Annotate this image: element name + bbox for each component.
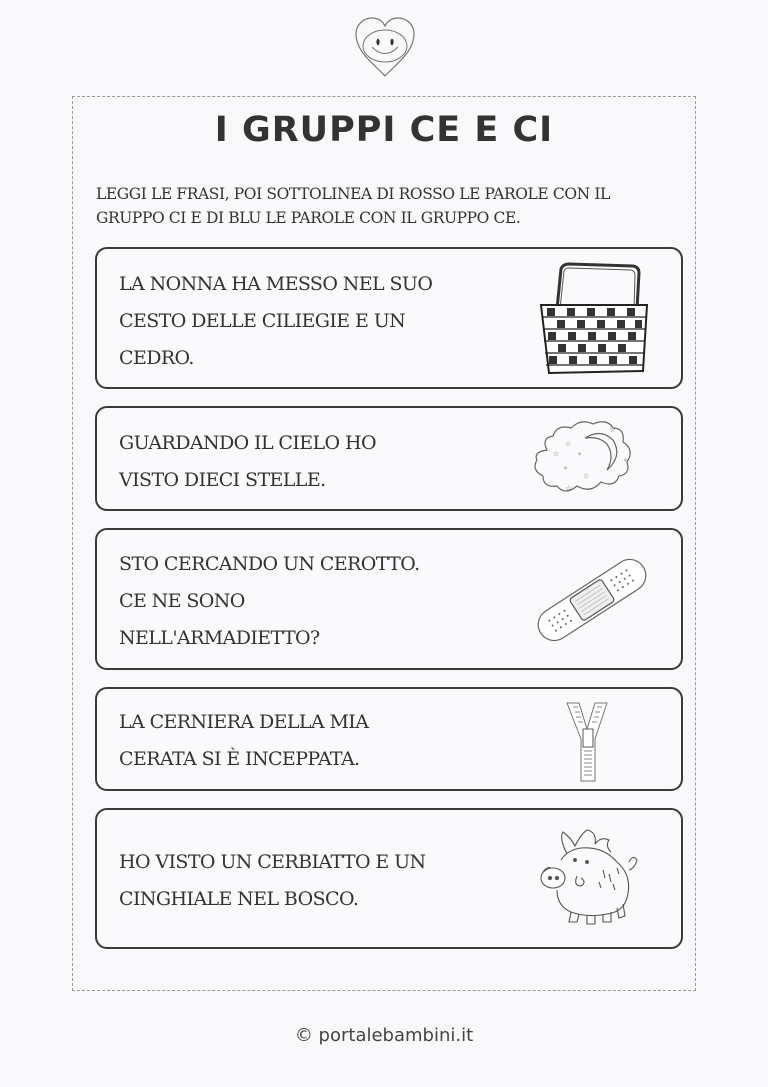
sentence-card-3	[95, 528, 683, 670]
svg-text:✧: ✧	[623, 458, 629, 464]
sentence-line: CEDRO.	[119, 347, 194, 369]
sentence-card-1	[95, 247, 683, 389]
svg-text:☆: ☆	[583, 472, 590, 480]
instructions-line-1: LEGGI LE FRASI, POI SOTTOLINEA DI ROSSO LE PAROLE CON IL	[96, 185, 610, 203]
boar-icon	[537, 824, 641, 931]
sentence-text	[119, 425, 376, 499]
svg-text:☆: ☆	[553, 450, 560, 458]
sentence-text	[119, 704, 368, 778]
zipper-icon	[563, 699, 613, 788]
sentence-card-5	[95, 808, 683, 949]
sentence-line: CINGHIALE NEL BOSCO.	[119, 888, 359, 910]
sentence-line: NELL'ARMADIETTO?	[119, 627, 320, 649]
smiley-heart-icon	[352, 14, 418, 80]
svg-text:✧: ✧	[563, 466, 569, 472]
instructions-line-2: GRUPPO CI E DI BLU LE PAROLE CON IL GRUPPO CE.	[96, 209, 521, 227]
sentence-card-4	[95, 687, 683, 791]
worksheet-instructions	[96, 182, 686, 230]
sentence-line: STO CERCANDO UN CEROTTO.	[119, 553, 420, 575]
sentence-line: LA NONNA HA MESSO NEL SUO	[119, 273, 433, 295]
svg-text:✧: ✧	[577, 452, 583, 458]
sentence-text	[119, 546, 420, 657]
sentence-line: CERATA SI È INCEPPATA.	[119, 748, 360, 770]
sentence-line: VISTO DIECI STELLE.	[119, 469, 326, 491]
sentence-line: LA CERNIERA DELLA MIA	[119, 711, 369, 733]
cloud-moon-stars-icon	[527, 416, 639, 507]
svg-text:☆: ☆	[609, 425, 617, 434]
sentence-text	[119, 266, 432, 377]
svg-text:☆: ☆	[565, 484, 573, 493]
bandage-icon	[527, 552, 657, 653]
basket-icon	[537, 261, 649, 384]
copyright-footer: © portalebambini.it	[294, 1025, 474, 1046]
sentence-line: CESTO DELLE CILIEGIE E UN	[119, 310, 406, 332]
svg-text:☆: ☆	[565, 440, 572, 448]
sentence-line: CE NE SONO	[119, 590, 245, 612]
worksheet-title: I GRUPPI CE E CI	[214, 110, 554, 150]
sentence-text	[119, 844, 426, 918]
sentence-line: HO VISTO UN CERBIATTO E UN	[119, 851, 426, 873]
sentence-line: GUARDANDO IL CIELO HO	[119, 432, 376, 454]
sentence-card-2	[95, 406, 683, 511]
